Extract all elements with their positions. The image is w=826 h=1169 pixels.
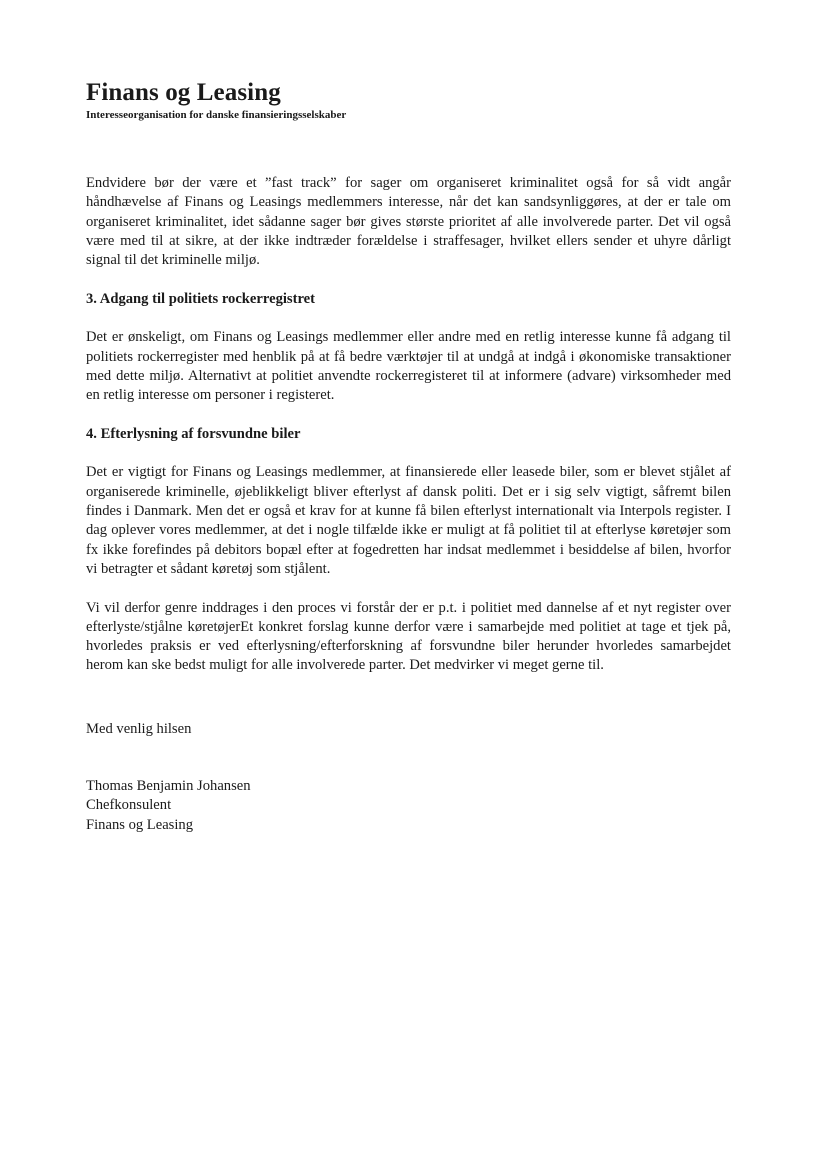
organization-name: Finans og Leasing xyxy=(86,79,281,106)
letter-page xyxy=(86,78,731,835)
section-3-paragraph: Det er ønskeligt, om Finans og Leasings medlemmer eller andre med en retlig interesse kunne få adgang til politiets rockerregister med henblik på at få bedre værktøjer til at undgå at indgå i økonomiske transaktioner med dette miljø. Alternativt at politiet anvendte rockerregisteret til at informere (advare) virksomheder med en retlig interesse om personer i registeret. xyxy=(86,329,731,404)
section-4-heading: 4. Efterlysning af forsvundne biler xyxy=(86,425,301,442)
organization-tagline: Interesseorganisation for danske finansieringsselskaber xyxy=(86,109,347,121)
signatory-title: Chefkonsulent xyxy=(86,797,172,814)
letter-closing xyxy=(86,720,731,835)
section-4-paragraph-2: Vi vil derfor genre inddrages i den proces vi forstår der er p.t. i politiet med dannelse af et nyt register over efterlyste/stjålne køretøjerEt konkret forslag kunne derfor være i samarbejde med politiet at tage et tjek på, hvorledes praksis er ved efterlysning/efterforskning af forsvundne biler herunder hvorledes samarbejdet herom kan ske bedst muligt for alle involverede parter. Det medvirker vi meget gerne til. xyxy=(86,599,731,674)
section-3-heading: 3. Adgang til politiets rockerregistret xyxy=(86,290,316,307)
closing-greeting: Med venlig hilsen xyxy=(86,720,192,737)
signatory-organization: Finans og Leasing xyxy=(86,816,194,833)
intro-paragraph: Endvidere bør der være et ”fast track” for sager om organiseret kriminalitet også for så vidt angår håndhævelse af Finans og Leasings medlemmers interesse, når det kan sandsynliggøres, at der er tale om organiseret kriminalitet, idet sådanne sager bør gives største prioritet af alle involverede parter. Det vil også være med til at sikre, at der ikke indtræder forældelse i straffesager, hvilket ellers sender et uhyre dårligt signal til det kriminelle miljø. xyxy=(86,175,731,269)
section-4-paragraph-1: Det er vigtigt for Finans og Leasings medlemmer, at finansierede eller leasede biler, som er blevet stjålet af organiserede kriminelle, øjeblikkeligt bliver efterlyst af dansk politi. Det er i sig selv vigtigt, såfremt bilen findes i Danmark. Men det er også et krav for at kunne få bilen efterlyst internationalt via Interpols register. I dag oplever vores medlemmer, at det i nogle tilfælde ikke er muligt at få politiet til at efterlyse køretøjer som fx ikke forefindes på debitors bopæl efter at fogedretten har indsat medlemmet i besiddelse af bilen, hvorfor vi betragter et sådant køretøj som stjålent. xyxy=(86,464,731,577)
letter-body xyxy=(86,174,731,676)
signatory-name: Thomas Benjamin Johansen xyxy=(86,778,251,795)
letterhead xyxy=(86,78,731,122)
